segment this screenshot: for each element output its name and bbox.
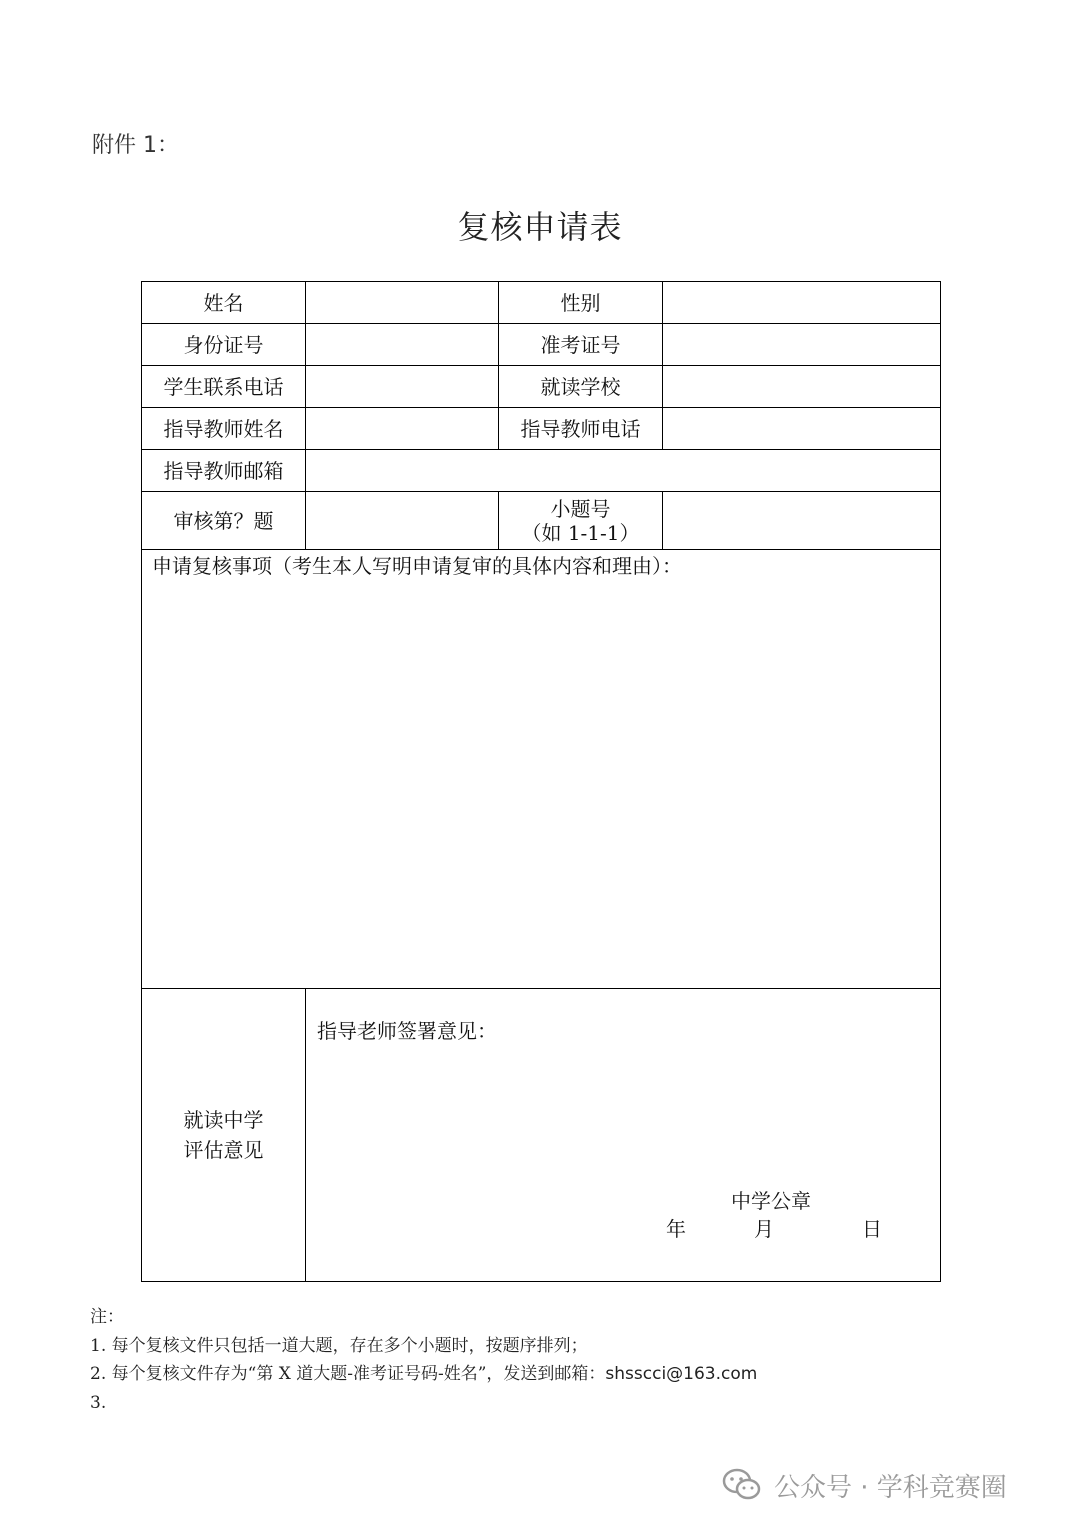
advisor-email-field[interactable] — [306, 450, 941, 492]
advisor-opinion-label: 指导老师签署意见： — [317, 1019, 497, 1043]
student-phone-field[interactable] — [306, 366, 499, 408]
reason-label: 申请复核事项（考生本人写明申请复审的具体内容和理由）： — [152, 554, 682, 578]
table-row — [142, 550, 941, 989]
attachment-label: 附件 1： — [92, 133, 179, 158]
sub-question-label — [499, 492, 663, 550]
note-item-3: 3. — [90, 1392, 107, 1413]
evaluation-label-line1: 就读中学 — [183, 1108, 264, 1132]
date-month-label: 月 — [754, 1217, 774, 1241]
school-field[interactable] — [663, 366, 941, 408]
sub-question-example: （如 1-1-1） — [521, 520, 640, 545]
advisor-phone-label: 指导教师电话 — [499, 408, 663, 450]
table-row — [142, 450, 941, 492]
name-label: 姓名 — [142, 282, 306, 324]
notes-heading: 注： — [90, 1307, 124, 1327]
watermark-text: 公众号 · 学科竞赛圈 — [774, 1472, 1007, 1503]
table-row — [142, 492, 941, 550]
student-phone-label: 学生联系电话 — [142, 366, 306, 408]
wechat-icon — [722, 1468, 762, 1502]
review-question-field[interactable] — [306, 492, 499, 550]
table-row — [142, 282, 941, 324]
name-field[interactable] — [306, 282, 499, 324]
advisor-name-field[interactable] — [306, 408, 499, 450]
id-number-field[interactable] — [306, 324, 499, 366]
review-application-table — [141, 281, 941, 1282]
review-question-label: 审核第？题 — [142, 492, 306, 550]
note-item-2-text: 2. 每个复核文件存为“第 X 道大题-准考证号码-姓名”，发送到邮箱： — [90, 1364, 606, 1384]
school-label: 就读学校 — [499, 366, 663, 408]
submission-email: shsscci@163.com — [605, 1364, 758, 1384]
note-item-2 — [90, 1360, 757, 1389]
gender-label: 性别 — [499, 282, 663, 324]
watermark — [722, 1467, 1007, 1503]
table-row — [142, 989, 941, 1282]
gender-field[interactable] — [663, 282, 941, 324]
note-item-1: 1. 每个复核文件只包括一道大题，存在多个小题时，按题序排列； — [90, 1335, 588, 1356]
evaluation-label — [142, 989, 306, 1282]
school-seal-label: 中学公章 — [731, 1189, 811, 1213]
form-title: 复核申请表 — [457, 208, 623, 246]
advisor-name-label: 指导教师姓名 — [142, 408, 306, 450]
table-row — [142, 408, 941, 450]
id-number-label: 身份证号 — [142, 324, 306, 366]
exam-number-field[interactable] — [663, 324, 941, 366]
reason-field[interactable] — [142, 550, 941, 989]
sub-question-field[interactable] — [663, 492, 941, 550]
signature-date — [666, 1217, 886, 1243]
evaluation-field[interactable] — [306, 989, 941, 1282]
table-row — [142, 324, 941, 366]
advisor-email-label: 指导教师邮箱 — [142, 450, 306, 492]
evaluation-label-line2: 评估意见 — [183, 1138, 264, 1162]
notes-section — [90, 1303, 757, 1417]
exam-number-label: 准考证号 — [499, 324, 663, 366]
advisor-phone-field[interactable] — [663, 408, 941, 450]
date-year-label: 年 — [666, 1217, 686, 1241]
table-row — [142, 366, 941, 408]
date-day-label: 日 — [862, 1217, 882, 1241]
sub-question-title: 小题号 — [550, 496, 611, 521]
